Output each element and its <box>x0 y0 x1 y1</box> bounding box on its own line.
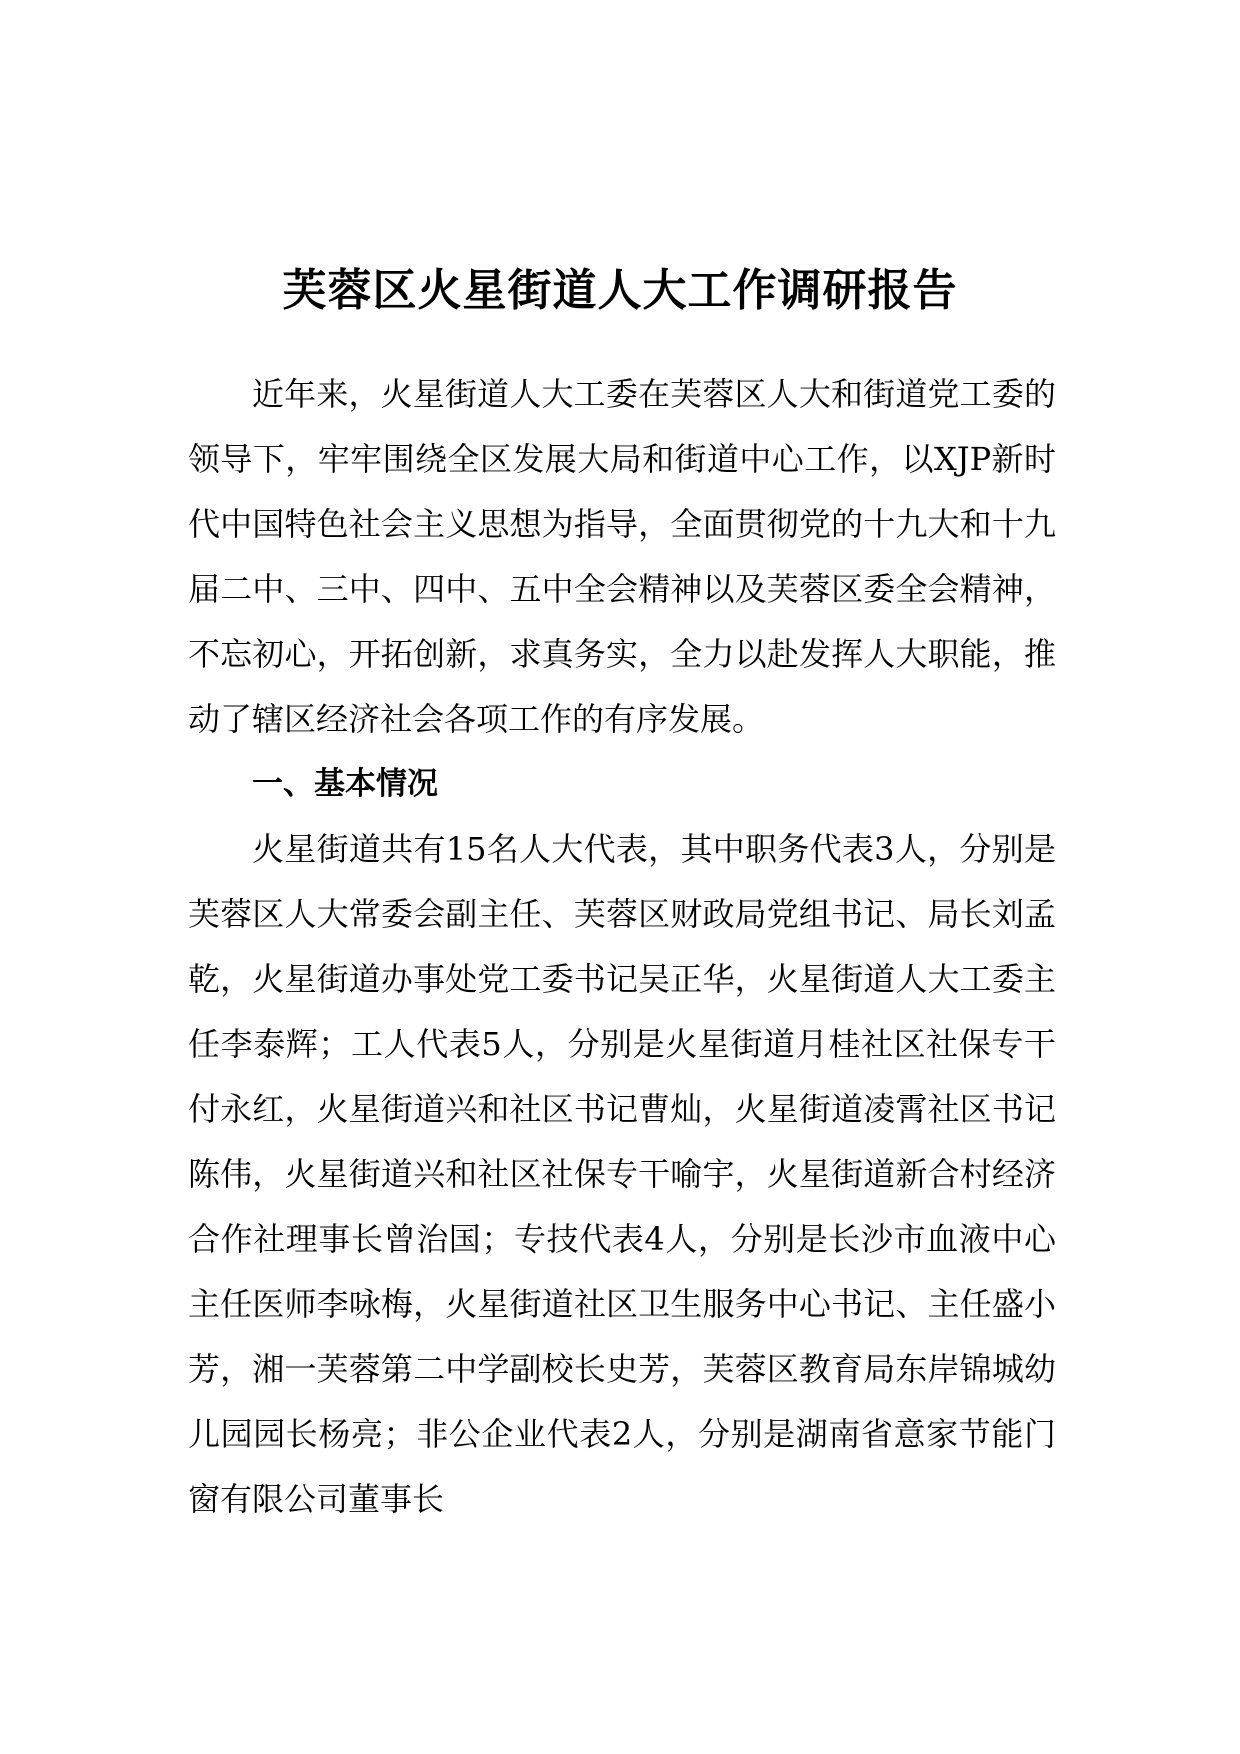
section-1-paragraph: 火星街道共有15名人大代表，其中职务代表3人，分别是芙蓉区人大常委会副主任、芙蓉区财政局党组书记、局长刘孟乾，火星街道办事处党工委书记吴正华，火星街道人大工委主任李泰辉；工人代表5人，分别是火星街道月桂社区社保专干付永红，火星街道兴和社区书记曹灿，火星街道凌霄社区书记陈伟，火星街道兴和社区社保专干喻宇，火星街道新合村经济合作社理事长曾治国；专技代表4人，分别是长沙市血液中心主任医师李咏梅，火星街道社区卫生服务中心书记、主任盛小芳，湘一芙蓉第二中学副校长史芳，芙蓉区教育局东岸锦城幼儿园园长杨亮；非公企业代表2人，分别是湖南省意家节能门窗有限公司董事长 <box>188 830 1056 1518</box>
section-heading-basic-situation: 一、基本情况 <box>252 766 438 802</box>
document-title: 芙蓉区火星街道人大工作调研报告 <box>282 265 958 317</box>
intro-paragraph: 近年来，火星街道人大工委在芙蓉区人大和街道党工委的领导下，牢牢围绕全区发展大局和街道中心工作，以XJP新时代中国特色社会主义思想为指导，全面贯彻党的十九大和十九届二中、三中、四中、五中全会精神以及芙蓉区委全会精神，不忘初心，开拓创新，求真务实，全力以赴发挥人大职能，推动了辖区经济社会各项工作的有序发展。 <box>188 375 1056 738</box>
document-body <box>188 362 1056 1532</box>
